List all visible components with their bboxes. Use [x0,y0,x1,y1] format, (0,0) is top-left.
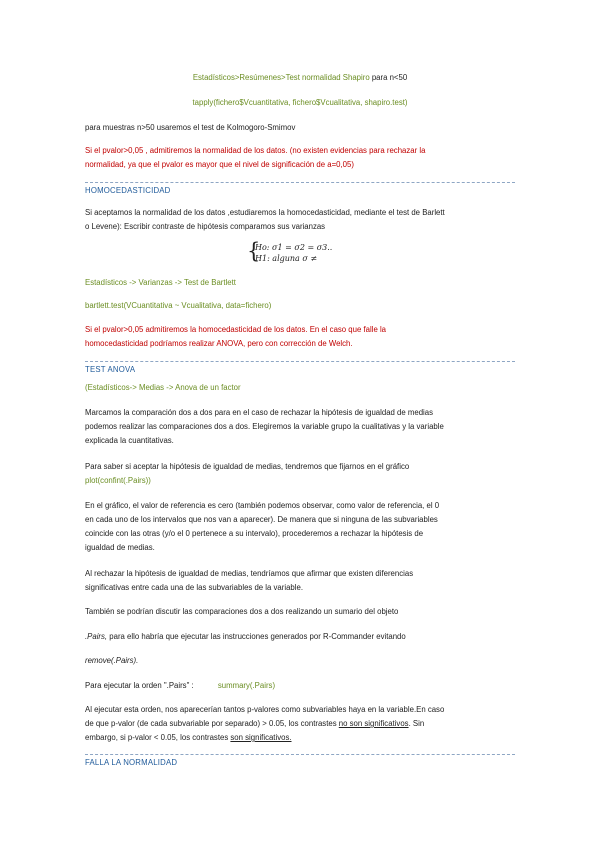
normality-rule-line-2: normalidad, ya que el pvalor es mayor que el nivel de significación de a=0,05) [85,160,354,169]
confint-plot-command: plot(confint(.Pairs)) [85,476,151,485]
anova-paragraph-3-line-3: coincide con las otras (y/o el 0 pertenece a su intervalo), procederemos a rechazar la hipótesis de [85,529,424,538]
not-significant-text: no son significativos [338,719,409,728]
bartlett-menu: Estadísticos -> Varianzas -> Test de Bartlett [85,278,236,287]
summary-pairs-command: summary(.Pairs) [217,681,276,690]
normality-rule-aside: (no existen evidencias para rechazar la [289,146,426,155]
anova-menu: (Estadísticos-> Medias -> Anova de un factor [85,383,241,392]
homoced-rule-line-1 [85,325,515,335]
homoced-rule-line-2: homocedasticidad podríamos realizar ANOVA, pero con corrección de Welch. [85,339,353,348]
shapiro-menu-suffix: para n<50 [371,73,408,82]
section-divider [85,182,515,183]
pairs-object-name: .Pairs, [85,632,108,641]
anova-paragraph-3-line-1: En el gráfico, el valor de referencia es cero (también podemos observar, como valor de referencia, el 0 [85,501,440,510]
anova-paragraph-4-line-2: significativas entre cada una de las subvariables de la variable. [85,583,304,592]
homoced-rule-main: Si el pvalor>0,05 admitiremos la homocedasticidad de los datos. [85,325,308,334]
normality-rule-main: Si el pvalor>0,05 , admitiremos la normalidad de los datos. [85,146,288,155]
falla-normalidad-heading: FALLA LA NORMALIDAD [85,758,178,767]
shapiro-command: tapply(fichero$Vcuantitativa, fichero$Vcualitativa, shapiro.test) [192,98,408,107]
anova-paragraph-3-line-4: igualdad de medias. [85,543,155,552]
homoced-rule-aside: En el caso que falle la [309,325,387,334]
anova-paragraph-9-line-1: Al ejecutar esta orden, nos aparecerían tantos p-valores como subvariables haya en la variable.En caso [85,705,445,714]
anova-paragraph-1-line-3: explicada la cuantitativas. [85,436,174,445]
hypothesis-brace: { [247,239,261,263]
kolmogorov-note: para muestras n>50 usaremos el test de Kolmogoro-Smimov [85,123,296,132]
anova-paragraph-4-line-1: Al rechazar la hipótesis de igualdad de medias, tendríamos que afirmar que existen diferencias [85,569,414,578]
anova-paragraph-6 [85,632,515,642]
bartlett-command: bartlett.test(VCuantitativa ~ Vcualitativa, data=fichero) [85,301,272,310]
pvalue-greater-text: de que p-valor (de cada subvariable por separado) > 0.05, los contrastes [85,719,337,728]
pairs-order-label: Para ejecutar la orden ".Pairs" : [85,681,194,690]
anova-paragraph-5: También se podrían discutir las comparaciones dos a dos realizando un sumario del objeto [85,607,399,616]
homoced-paragraph-line-1: Si aceptamos la normalidad de los datos ,estudiaremos la homocedasticidad, mediante el test de Barlett [85,208,445,217]
pvalue-less-text: embargo, si p-valor < 0.05, los contrastes [85,733,229,742]
anova-paragraph-1-line-1: Marcamos la comparación dos a dos para en el caso de rechazar la hipótesis de igualdad de medias [85,408,434,417]
anova-paragraph-6-text: para ello habría que ejecutar las instrucciones generados por R-Commander evitando [109,632,406,641]
anova-paragraph-8 [85,681,515,691]
anova-heading: TEST ANOVA [85,365,136,374]
hypothesis-h1: H1: alguna σ ≠ [255,254,318,263]
anova-paragraph-9-line-2 [85,719,515,729]
section-divider [85,361,515,362]
significant-text: son significativos. [230,733,292,742]
anova-paragraph-3-line-2: en cada uno de los intervalos que nos van a aparecer). De manera que si ninguna de las subvariables [85,515,438,524]
homocedasticidad-heading: HOMOCEDASTICIDAD [85,186,171,195]
normality-rule-line-1 [85,146,515,156]
anova-paragraph-1-line-2: podemos realizar las comparaciones dos a dos. Elegiremos la variable grupo la cualitativas y la variable [85,422,444,431]
anova-paragraph-2-line-1: Para saber si aceptar la hipótesis de igualdad de medias, tendremos que fijarnos en el gráfico [85,462,410,471]
anova-paragraph-9-line-3 [85,733,515,743]
homoced-paragraph-line-2: o Levene): Escribir contraste de hipótesis comparamos sus varianzas [85,222,326,231]
sin-text: . Sin [408,719,425,728]
section-divider [85,754,515,755]
remove-pairs-command: remove(.Pairs). [85,656,139,665]
hypothesis-h0: Ho: σ1 = σ2 = σ3.. [255,243,333,252]
shapiro-menu-path: Estadísticos>Resúmenes>Test normalidad Shapiro [192,73,370,82]
shapiro-menu-line [85,73,515,83]
